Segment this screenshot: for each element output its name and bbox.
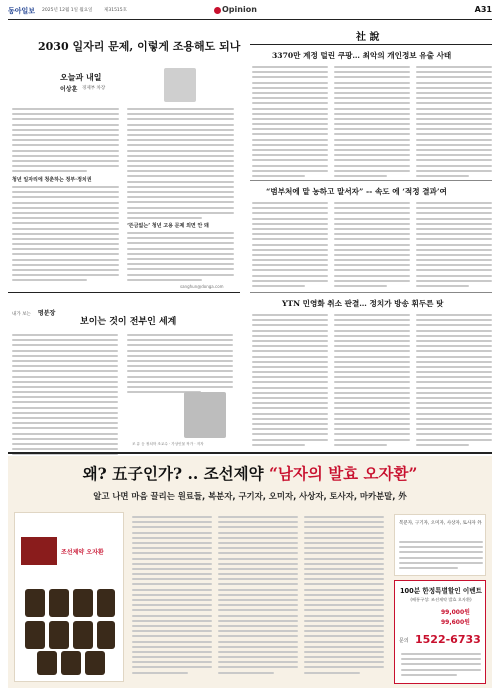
left-subhead-2: ‘뜬금없는’ 청년 고용 문제 외면 안 돼 [127, 223, 209, 229]
ad-body-col2 [218, 516, 298, 677]
ad-bottle [73, 621, 93, 649]
editorial-headline-3: YTN 민영화 취소 판결… 정치가 방송 휘두른 탓 [282, 299, 444, 308]
ad-headline [8, 462, 492, 484]
ad-top-rule [8, 452, 492, 454]
editorial1-col1 [252, 66, 328, 180]
byline-block [60, 72, 220, 102]
essay-label-prefix: 내가 보는 [12, 312, 31, 317]
essay-body-col2 [127, 334, 233, 396]
ad-product-box [21, 537, 57, 565]
left-body-col1 [12, 108, 119, 175]
masthead [8, 4, 492, 18]
editorial-headline-2: “범부처에 맡 농하고 말서자” -- 속도 에 ‘적정 결과’여 [266, 187, 447, 196]
ad-headline-prefix: 왜? 五子인가? .. 조선제약 [82, 464, 264, 483]
essay-headline: 보이는 것이 전부인 세계 [80, 317, 177, 327]
editorial2-col3 [416, 202, 492, 290]
ad-promo-fineprint [401, 653, 481, 679]
ad-product-panel [14, 512, 124, 682]
ad-bottle [37, 651, 57, 675]
byline-photo [164, 68, 196, 102]
editorial-headline-1: 3370만 계정 털린 쿠팡… 최악의 개인정보 유출 사태 [272, 51, 452, 60]
essay-rule [8, 292, 240, 293]
ad-product-bottles [25, 589, 115, 677]
editorial1-col2 [334, 66, 410, 180]
ad-ingredients-box [394, 514, 486, 576]
left-subhead-1: 청년 일자리에 청춘하는 정부·정치권 [12, 177, 92, 183]
ad-bottle [73, 589, 93, 617]
left-body-col2b [127, 232, 234, 284]
ad-ingredients-lines [399, 541, 483, 572]
essay-label-name: 명분장 [37, 310, 56, 317]
essay-caption: 조 유 등 정치학 조교수 · 가상인물 작가 · 저자 [132, 442, 204, 446]
ad-bottle [25, 621, 45, 649]
byline-role: 경제부 차장 [82, 86, 106, 91]
essay-label [12, 300, 55, 319]
page-number: A31 [474, 5, 492, 14]
editorial3-col2 [334, 314, 410, 449]
editorial2-col1 [252, 202, 328, 290]
byline-title: 오늘과 내일 [60, 72, 102, 82]
editorial-rule-3 [250, 292, 492, 293]
ad-bottle [49, 589, 69, 617]
editorial-rule-2 [250, 180, 492, 181]
opinion-dot-icon [214, 7, 221, 14]
ad-promo-price1: 99,000원 [441, 609, 470, 616]
ad-phone-number[interactable]: 1522-6733 [415, 633, 481, 646]
editorial-rule [250, 44, 492, 45]
top-rule [8, 19, 492, 20]
ad-body-col1 [132, 516, 212, 677]
ad-brand: 조선제약 오자환 [61, 549, 104, 556]
ad-bottle [49, 621, 69, 649]
editorial3-col1 [252, 314, 328, 449]
left-headline-text: 2030 일자리 문제, 이렇게 조용해도 되나 [38, 40, 241, 53]
editorial1-col3 [416, 66, 492, 180]
ad-ingredients: 복분자, 구기자, 오미자, 사상자, 토사자 外 [399, 521, 482, 526]
ad-bottle [97, 621, 115, 649]
left-body-col1b [12, 186, 119, 285]
advertisement [8, 456, 492, 688]
editorial-label: 社 說 [356, 32, 380, 43]
ad-bottle [85, 651, 105, 675]
ad-bottle [97, 589, 115, 617]
ad-bottle [61, 651, 81, 675]
ad-subline: 알고 나면 마음 끌리는 원료들, 복분자, 구기자, 오미자, 사상자, 토사자, 마카분말, 外 [93, 491, 407, 501]
ad-bottle [25, 589, 45, 617]
ad-headline-highlight: “남자의 발효 오자환” [268, 464, 418, 483]
ad-promo-box [394, 580, 486, 684]
byline-name: 이상훈 [60, 86, 78, 93]
left-body-col2 [127, 108, 234, 222]
ad-promo-line1: (배통구성: 조선제약 발효 오자환) [410, 597, 472, 602]
editorial3-col3 [416, 314, 492, 449]
essay-body-col1 [12, 334, 118, 469]
section-label: Opinion [222, 5, 257, 14]
ad-phone-label: 문의 [399, 638, 409, 644]
ad-promo-price2: 99,600원 [441, 619, 470, 626]
ad-promo-title: 100분 한정특별할인 이벤트 [399, 587, 483, 595]
issue-number: 제31515호 [104, 8, 128, 13]
editorial2-col2 [334, 202, 410, 290]
left-email: sanghun@donga.com [180, 284, 224, 289]
paper-logo: 동아일보 [8, 7, 36, 15]
issue-date: 2025년 12월 1일 월요일 [42, 8, 93, 13]
ad-body-col3 [304, 516, 384, 677]
essay-portrait [184, 392, 226, 438]
